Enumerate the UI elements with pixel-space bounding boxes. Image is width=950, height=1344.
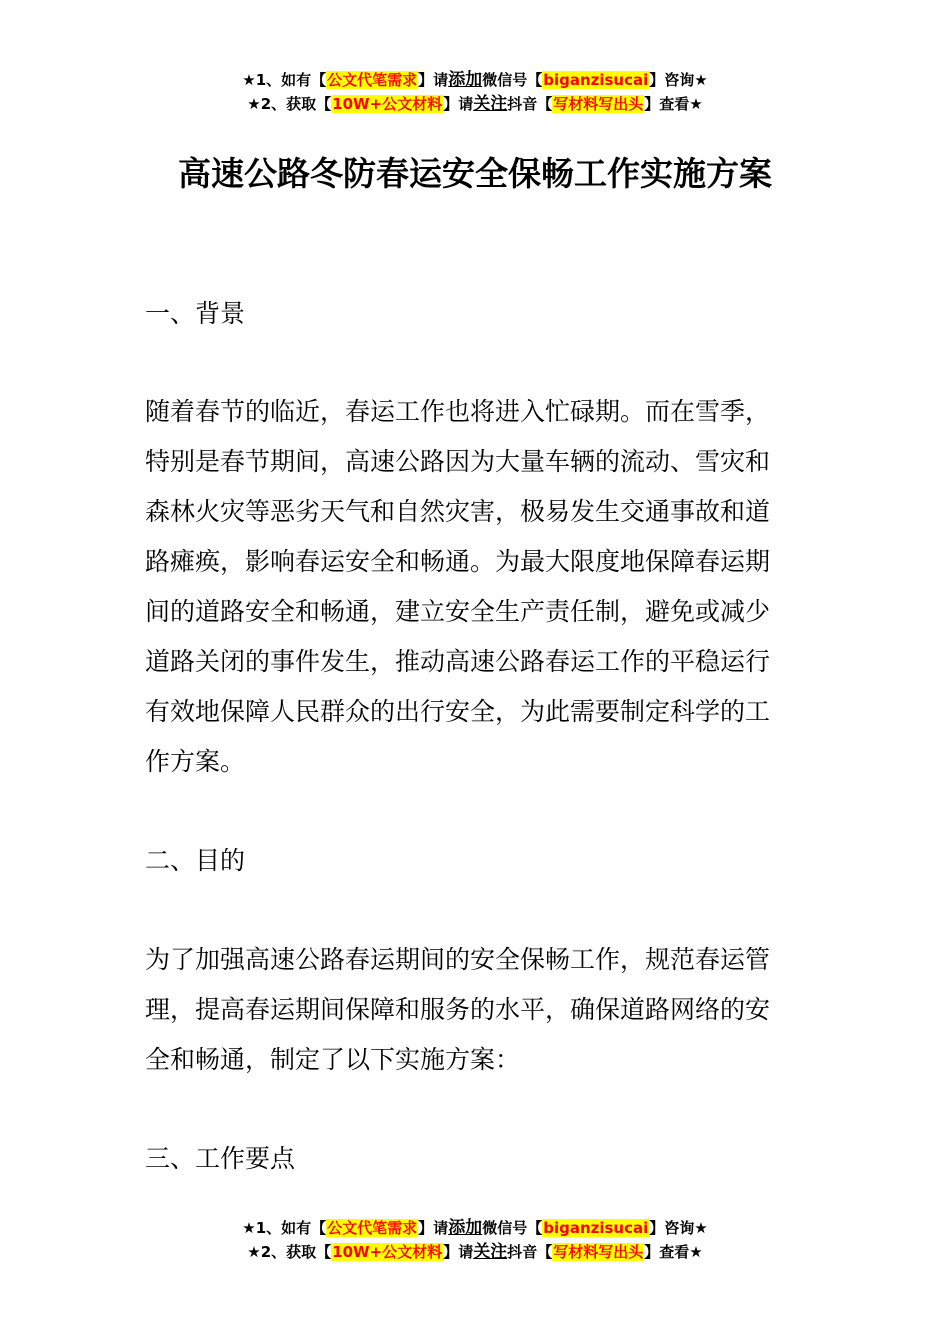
underlined-text: 关注 — [473, 1242, 508, 1262]
paragraph-line: 特别是春节期间，高速公路因为大量车辆的流动、雪灾和 — [145, 447, 771, 476]
section-heading: 二、目的 — [145, 846, 246, 875]
banner-text: ★1、如有【 — [242, 71, 327, 89]
banner-text: 】咨询★ — [649, 71, 708, 89]
banner-text: 】请 — [418, 1219, 449, 1237]
underlined-text: 关注 — [473, 94, 508, 114]
wechat-id: biganzisucai — [543, 1219, 649, 1237]
banner-text: ★1、如有【 — [242, 1219, 327, 1237]
banner-line-2 — [0, 1240, 950, 1264]
section-heading: 三、工作要点 — [145, 1144, 296, 1173]
banner-text: 】请 — [443, 1243, 474, 1261]
paragraph-line: 路瘫痪，影响春运安全和畅通。为最大限度地保障春运期 — [145, 547, 771, 576]
banner-text: 】请 — [418, 71, 449, 89]
paragraph-line: 理，提高春运期间保障和服务的水平，确保道路网络的安 — [145, 995, 771, 1024]
section-paragraph — [145, 387, 815, 787]
banner-text: 抖音【 — [507, 95, 553, 113]
paragraph-line: 为了加强高速公路春运期间的安全保畅工作，规范春运管 — [145, 945, 771, 974]
banner-line-1 — [0, 68, 950, 92]
document-title: 高速公路冬防春运安全保畅工作实施方案 — [178, 154, 772, 193]
highlighted-text: 公文代笔需求 — [327, 1219, 418, 1237]
highlighted-text: 10W+公文材料 — [332, 1243, 443, 1261]
bottom-banner — [0, 1216, 950, 1264]
banner-text: 】查看★ — [644, 1243, 703, 1261]
wechat-id: biganzisucai — [543, 71, 649, 89]
underlined-text: 添加 — [448, 1218, 483, 1238]
banner-text: 】请 — [443, 95, 474, 113]
douyin-account: 写材料写出头 — [553, 1243, 644, 1261]
banner-line-2 — [0, 92, 950, 116]
paragraph-line: 作方案。 — [145, 747, 246, 776]
douyin-account: 写材料写出头 — [553, 95, 644, 113]
section-paragraph — [145, 935, 815, 1085]
banner-text: 微信号【 — [482, 71, 543, 89]
banner-text: ★2、获取【 — [247, 95, 332, 113]
banner-text: 抖音【 — [507, 1243, 553, 1261]
paragraph-line: 森林火灾等恶劣天气和自然灾害，极易发生交通事故和道 — [145, 497, 771, 526]
highlighted-text: 公文代笔需求 — [327, 71, 418, 89]
banner-text: 】咨询★ — [649, 1219, 708, 1237]
banner-text: 】查看★ — [644, 95, 703, 113]
paragraph-line: 有效地保障人民群众的出行安全，为此需要制定科学的工 — [145, 697, 771, 726]
top-banner — [0, 68, 950, 116]
underlined-text: 添加 — [448, 70, 483, 90]
paragraph-line: 间的道路安全和畅通，建立安全生产责任制，避免或减少 — [145, 597, 771, 626]
section-heading: 一、背景 — [145, 299, 246, 328]
paragraph-line: 全和畅通，制定了以下实施方案： — [145, 1045, 521, 1074]
paragraph-line: 道路关闭的事件发生，推动高速公路春运工作的平稳运行 — [145, 647, 771, 676]
banner-text: ★2、获取【 — [247, 1243, 332, 1261]
highlighted-text: 10W+公文材料 — [332, 95, 443, 113]
banner-line-1 — [0, 1216, 950, 1240]
banner-text: 微信号【 — [482, 1219, 543, 1237]
paragraph-line: 随着春节的临近，春运工作也将进入忙碌期。而在雪季， — [145, 397, 771, 426]
